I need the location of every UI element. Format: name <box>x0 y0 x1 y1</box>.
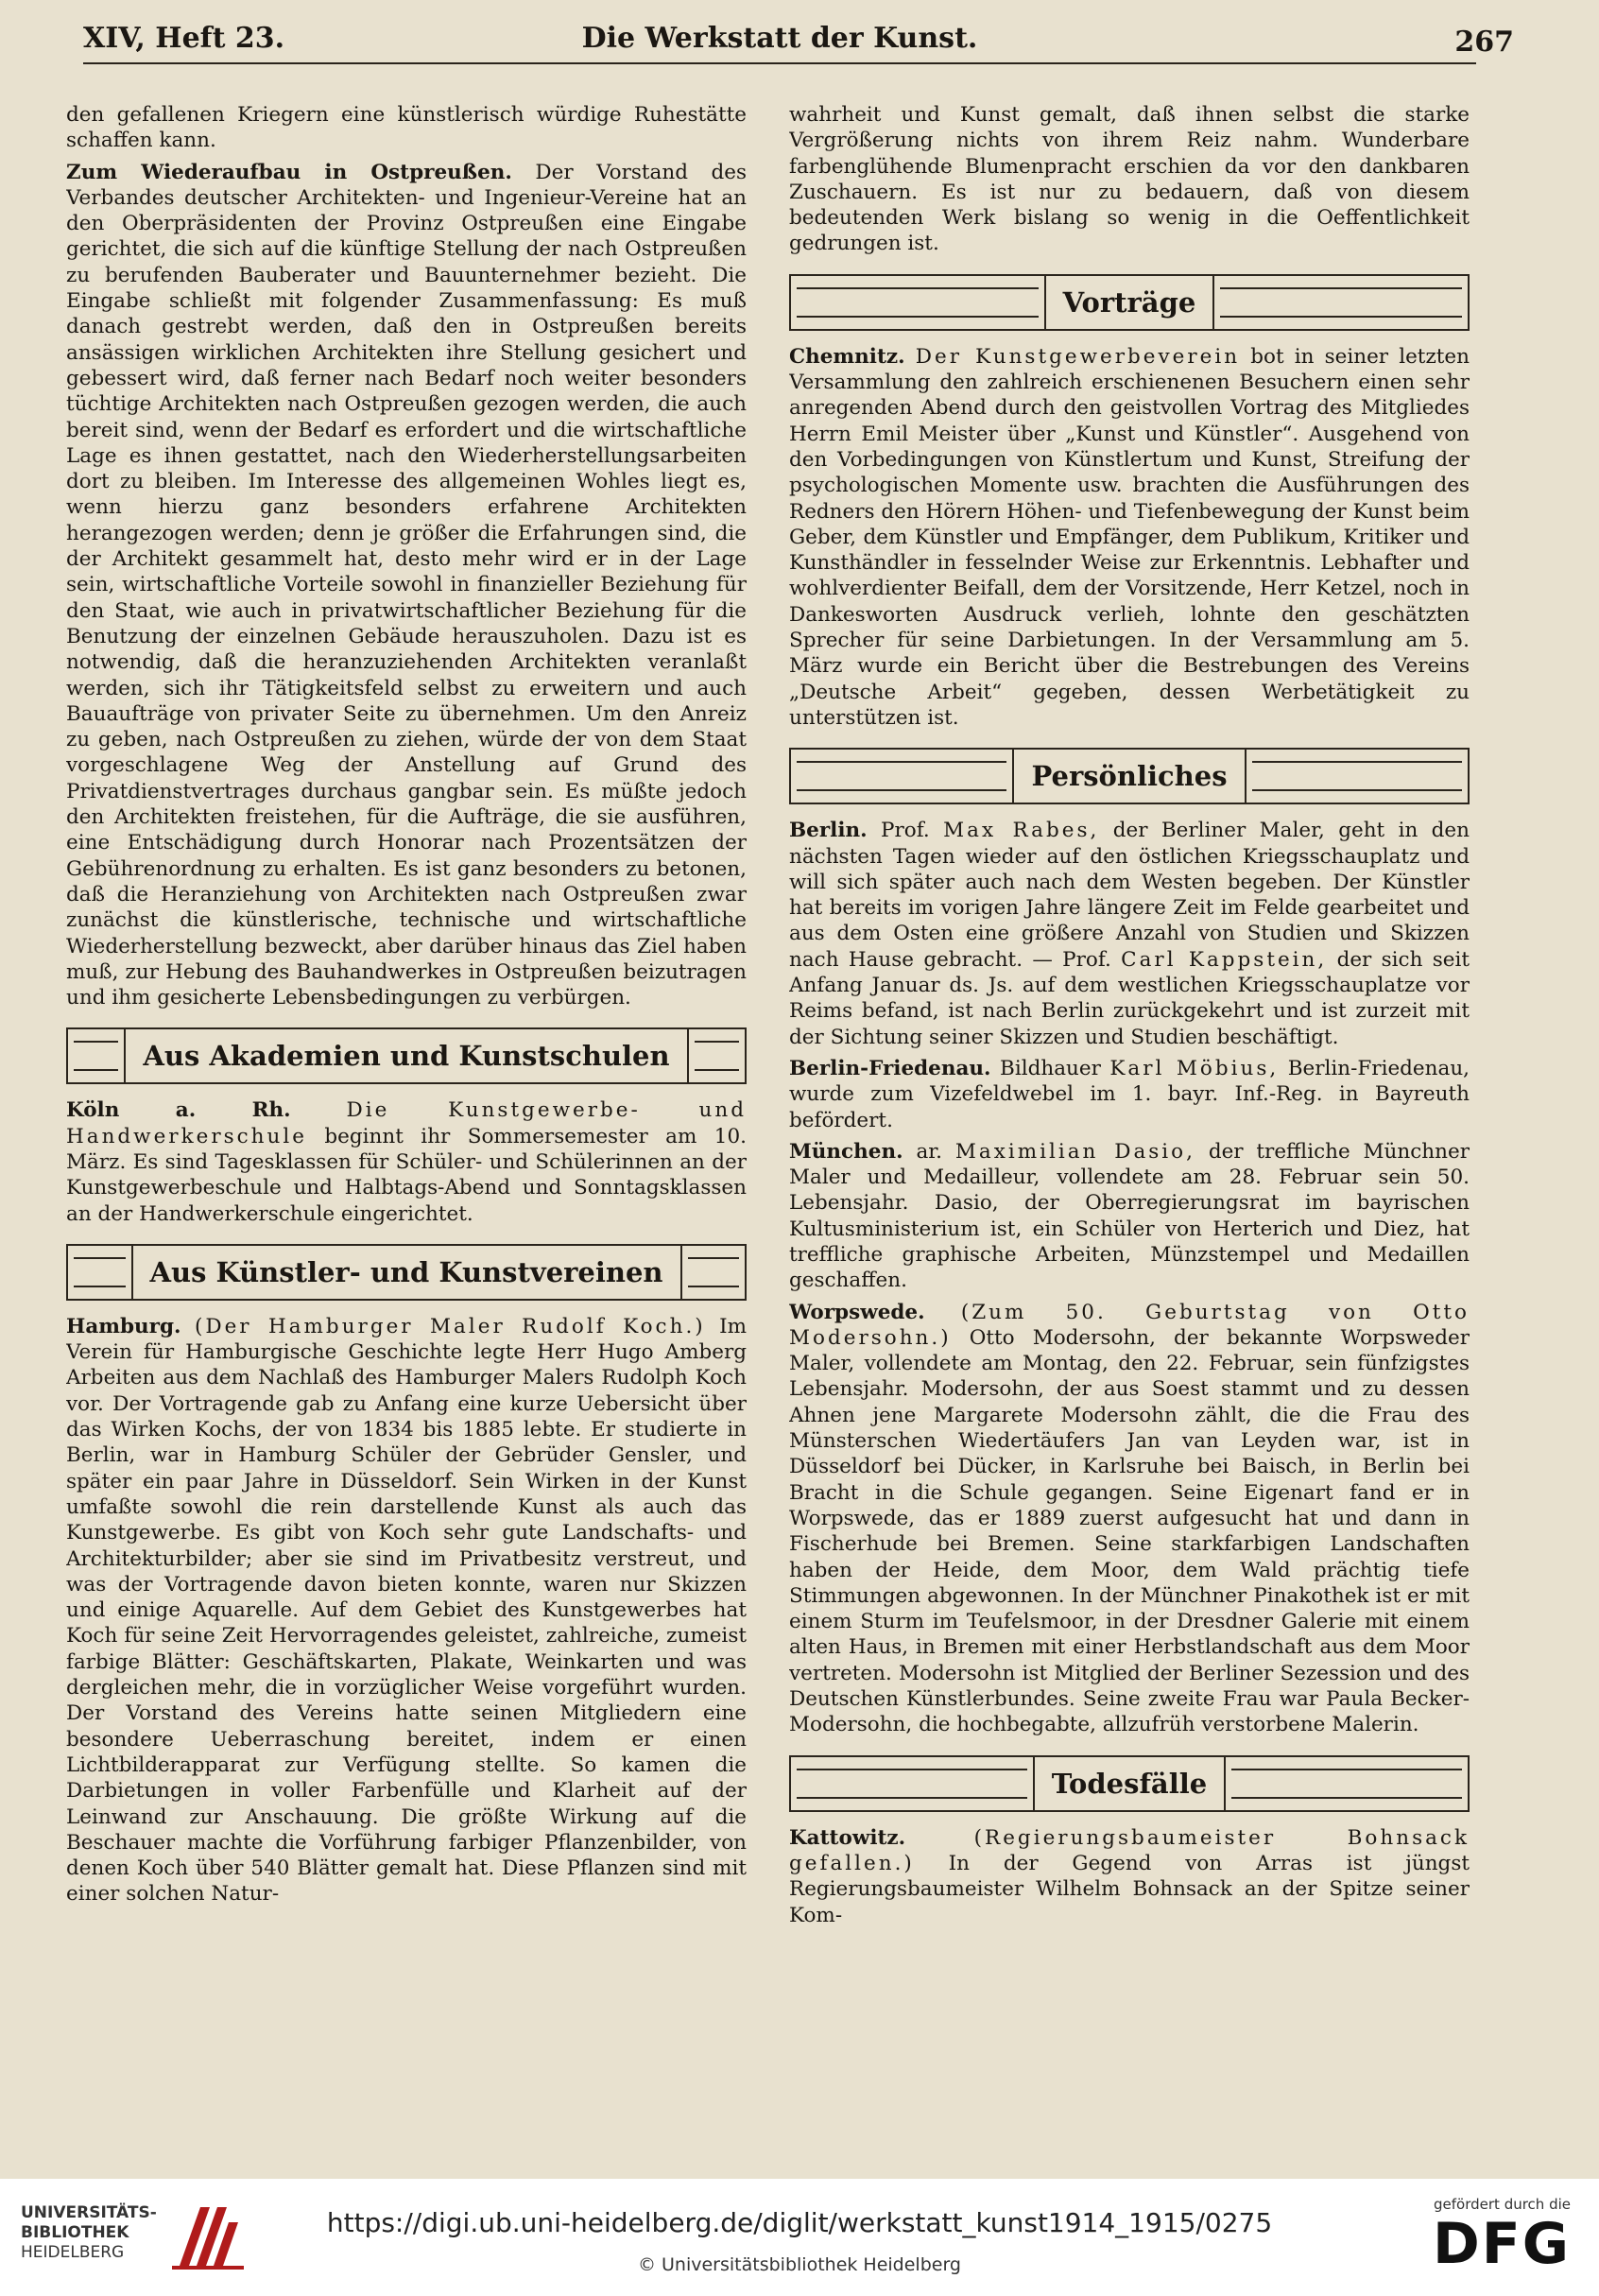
section-title: Vorträge <box>1044 276 1215 329</box>
paragraph-lead: Chemnitz. <box>789 344 905 369</box>
paragraph: Berlin. Prof. Max Rabes, der Berliner Maler, geht in den nächsten Tagen wieder auf den östlichen Kriegsschauplatz und will sich später auch nach dem Westen begeben. Der Künstler hat bereits im vorigen Jahre längere Zeit im Felde gearbeitet und aus dem Osten eine größere Anzahl von Studien und Skizzen nach Hause gebracht. — Prof. Carl Kappstein, der sich seit Anfang Januar ds. Js. auf dem westlichen Kriegsschauplatze vor Reims befand, ist nach Berlin zurückgekehrt und ist zurzeit mit der Sichtung seiner Skizzen und Studien beschäftigt. <box>789 819 1470 1049</box>
paragraph-lead: Worpswede. <box>789 1300 925 1324</box>
permalink-url[interactable]: https://digi.ub.uni-heidelberg.de/diglit/werkstatt_kunst1914_1915/0275 <box>326 2207 1273 2238</box>
issue-label: XIV, Heft 23. <box>83 22 285 55</box>
section-heading <box>789 1755 1470 1812</box>
library-name-line: HEIDELBERG <box>21 2243 125 2262</box>
paragraph-lead: Hamburg. <box>66 1314 181 1338</box>
dfg-logo: DFG <box>1432 2211 1571 2277</box>
section-heading <box>66 1244 747 1301</box>
section-heading <box>789 748 1470 804</box>
funder-block <box>1429 2196 1571 2275</box>
section-heading <box>789 274 1470 331</box>
paragraph: wahrheit und Kunst gemalt, daß ihnen selbst die starke Vergrößerung nichts von ihrem Reiz nahm. Wunderbare farbenglühende Blumenpracht erschien da vor den dankbaren Zuschauern. Es ist nur zu bedauern, daß von diesem bedeutenden Werk bislang so wenig in die Oeffentlichkeit gedrungen ist. <box>789 103 1470 256</box>
copyright-notice: © Universitätsbibliothek Heidelberg <box>637 2254 961 2275</box>
left-column <box>66 102 747 2150</box>
paragraph-lead: München. <box>789 1139 903 1164</box>
paragraph-lead: Kattowitz. <box>789 1825 906 1850</box>
paragraph: Zum Wiederaufbau in Ostpreußen. Der Vorstand des Verbandes deutscher Architekten- und Ingenieur-Vereine hat an den Oberpräsidenten der Provinz Ostpreußen eine Eingabe gerichtet, die sich auf die künftige Stellung der nach Ostpreußen zu berufenden Bauberater und Bauunternehmer bezieht. Die Eingabe schließt mit folgender Zusammenfassung: Es muß danach gestrebt werden, daß den in Ostpreußen bereits ansässigen wirklichen Architekten ihre Stellung gesichert und gebessert wird, daß ferner nach Bedarf noch weiter besonders tüchtige Architekten nach Ostpreußen gezogen werden, die auch bereit sind, wenn der Bedarf es erfordert und die wirtschaftliche Lage es ihnen gestattet, nach den Wiederherstellungsarbeiten dort zu bleiben. Im Interesse des allgemeinen Wohles liegt es, wenn hierzu ganz besonders erfahrene Architekten herangezogen werden; denn je größer die Erfahrungen sind, die der Architekt gesammelt hat, desto mehr wird er in der Lage sein, wirtschaftliche Vorteile sowohl in finanzieller Beziehung für den Staat, wie auch in privatwirtschaftlicher Beziehung für die Benutzung der einzelnen Gebäude herauszuholen. Dazu ist es notwendig, daß die heranzuziehenden Architekten veranlaßt werden, sich ihr Tätigkeitsfeld selbst zu erweitern und auch Bauaufträge von privater Seite zu übernehmen. Um den Anreiz zu geben, nach Ostpreußen zu ziehen, würde der von dem Staat vorgeschlagene Weg der Anstellung auf Grund des Privatdienstvertrages durchaus gangbar sein. Es müßte jedoch den Architekten freistehen, für die Aufträge, die sie ausführen, eine Entschädigung durch Honorar nach Prozentsätzen der Gebührenordnung zu erhalten. Es ist ganz besonders zu betonen, daß die Heranziehung von Architekten nach Ostpreußen zwar zunächst die künstlerische, technische und wirtschaftliche Wiederherstellung bezweckt, aber darüber hinaus das Ziel haben muß, zur Hebung des Bauhandwerkes in Ostpreußen beizutragen und ihm gesicherte Lebensbedingungen zu verbürgen. <box>66 160 747 1010</box>
journal-title: Die Werkstatt der Kunst. <box>581 22 978 55</box>
paragraph: den gefallenen Kriegern eine künstlerisch würdige Ruhestätte schaffen kann. <box>66 103 747 153</box>
right-column <box>789 102 1470 2150</box>
section-heading <box>66 1027 747 1084</box>
paragraph-lead: Berlin-Friedenau. <box>789 1056 991 1080</box>
section-title: Aus Künstler- und Kunstvereinen <box>131 1246 682 1299</box>
paragraph-lead: Köln a. Rh. <box>66 1098 291 1123</box>
paragraph-lead: Berlin. <box>789 819 868 843</box>
paragraph: München. ar. Maximilian Dasio, der treffliche Münchner Maler und Medailleur, vollendete am 28. Februar sein 50. Lebensjahr. Dasio, der Oberregierungsrat im bayrischen Kultusministerium ist, ein Schüler von Herterich und Diez, hat treffliche graphische Arbeiten, Münzstempel und Medaillen geschaffen. <box>789 1139 1470 1293</box>
viewer-footer <box>0 2179 1599 2296</box>
running-head <box>83 17 1514 64</box>
paragraph: Berlin-Friedenau. Bildhauer Karl Möbius, Berlin-Friedenau, wurde zum Vizefeldwebel im 1. bayr. Inf.-Reg. in Bayreuth befördert. <box>789 1056 1470 1132</box>
section-title: Todesfälle <box>1033 1757 1226 1810</box>
section-title: Aus Akademien und Kunstschulen <box>124 1029 688 1082</box>
library-name-line: BIBLIOTHEK <box>21 2223 129 2242</box>
library-name-line: UNIVERSITÄTS- <box>21 2203 157 2222</box>
paragraph-lead: Zum Wiederaufbau in Ostpreußen. <box>66 160 512 184</box>
paragraph: Kattowitz. (Regierungsbaumeister Bohnsack gefallen.) In der Gegend von Arras ist jüngst Regierungsbaumeister Wilhelm Bohnsack an der Spitze seiner Kom- <box>789 1825 1470 1927</box>
paragraph: Chemnitz. Der Kunstgewerbeverein bot in seiner letzten Versammlung den zahlreich erschienenen Besuchern einen sehr anregenden Abend durch den geistvollen Vortrag des Mitgliedes Herrn Emil Meister über „Kunst und Künstler“. Ausgehend von den Vorbedingungen von Künstlertum und Kunst, Streifung der psychologischen Momente usw. brachten die Ausführungen des Redners den Hörern Höhen- und Tiefenbewegung der Kunst beim Geber, dem Künstler und Empfänger, dem Publikum, Kritiker und Kunsthändler in fesselnder Weise zur Erkenntnis. Lebhafter und wohlverdienter Beifall, dem der Vorsitzende, Herr Ketzel, noch in Dankesworten Ausdruck verlieh, lohnte den geschätzten Sprecher für seine Darbietungen. In der Versammlung am 5. März wurde ein Bericht über die Bestrebungen des Vereins „Deutsche Arbeit“ gegeben, dessen Werbetätigkeit zu unterstützen ist. <box>789 344 1470 730</box>
paragraph: Worpswede. (Zum 50. Geburtstag von Otto Modersohn.) Otto Modersohn, der bekannte Worpsweder Maler, vollendete am Montag, den 22. Februar, sein fünfzigstes Lebensjahr. Modersohn, der aus Soest stammt und zu dessen Ahnen jene Margarete Modersohn zählt, die die Frau des Münsterschen Wiedertäufers Jan van Leyden war, ist in Düsseldorf bei Dücker, in Karlsruhe bei Baisch, in Berlin bei Bracht in die Schule gegangen. Seine Eigenart fand er in Worpswede, das er 1889 zuerst aufgesucht hat und dann in Fischerhude bei Bremen. Seine starkfarbigen Landschaften haben der Heide, dem Moor, dem Wald prächtig tiefe Stimmungen abgewonnen. In der Münchner Pinakothek ist er mit einem Sturm im Teufelsmoor, in der Dresdner Galerie mit einem alten Haus, in Bremen mit einer Herbstlandschaft aus dem Moor vertreten. Modersohn ist Mitglied der Berliner Sezession und des Deutschen Künstlerbundes. Seine zweite Frau war Paula Becker-Modersohn, die hochbegabte, allzufrüh verstorbene Malerin. <box>789 1300 1470 1737</box>
page-number: 267 <box>1454 26 1514 59</box>
paragraph: Hamburg. (Der Hamburger Maler Rudolf Koch.) Im Verein für Hamburgische Geschichte legte Herr Hugo Amberg Arbeiten aus dem Nachlaß des Hamburger Malers Rudolph Koch vor. Der Vortragende gab zu Anfang eine kurze Uebersicht über das Wirken Kochs, der von 1834 bis 1885 lebte. Er studierte in Berlin, war in Hamburg Schüler der Gebrüder Gensler, und später ein paar Jahre in Düsseldorf. Sein Wirken in der Kunst umfaßte sowohl die rein darstellende Kunst als auch das Kunstgewerbe. Es gibt von Koch sehr gute Landschafts- und Architekturbilder; aber sie sind im Privatbesitz verstreut, und was der Vortragende davon bieten konnte, waren nur Skizzen und einige Aquarelle. Auf dem Gebiet des Kunstgewerbes hat Koch für seine Zeit Hervorragendes geleistet, zahlreiche, zumeist farbige Blätter: Geschäftskarten, Plakate, Weinkarten und was dergleichen mehr, die in vorzüglicher Weise vorgeführt wurden. Der Vorstand des Vereins hatte seinen Mitgliedern eine besondere Ueberraschung bereitet, indem er einen Lichtbilderapparat zur Verfügung stellte. So kamen die Darbietungen in voller Farbenfülle und Klarheit auf der Leinwand zur Anschauung. Die größte Wirkung auf die Beschauer machte die Vorführung farbiger Pflanzenbilder, von denen Koch über 540 Blätter gemalt hat. Diese Pflanzen sind mit einer solchen Natur- <box>66 1314 747 1907</box>
funder-caption: gefördert durch die <box>1434 2196 1571 2213</box>
section-title: Persönliches <box>1012 750 1246 803</box>
paragraph: Köln a. Rh. Die Kunstgewerbe- und Handwerkerschule beginnt ihr Sommersemester am 10. März. Es sind Tagesklassen für Schüler- und Schülerinnen an der Kunstgewerbeschule und Halbtags-Abend und Sonntagsklassen an der Handwerkerschule eingerichtet. <box>66 1098 747 1226</box>
